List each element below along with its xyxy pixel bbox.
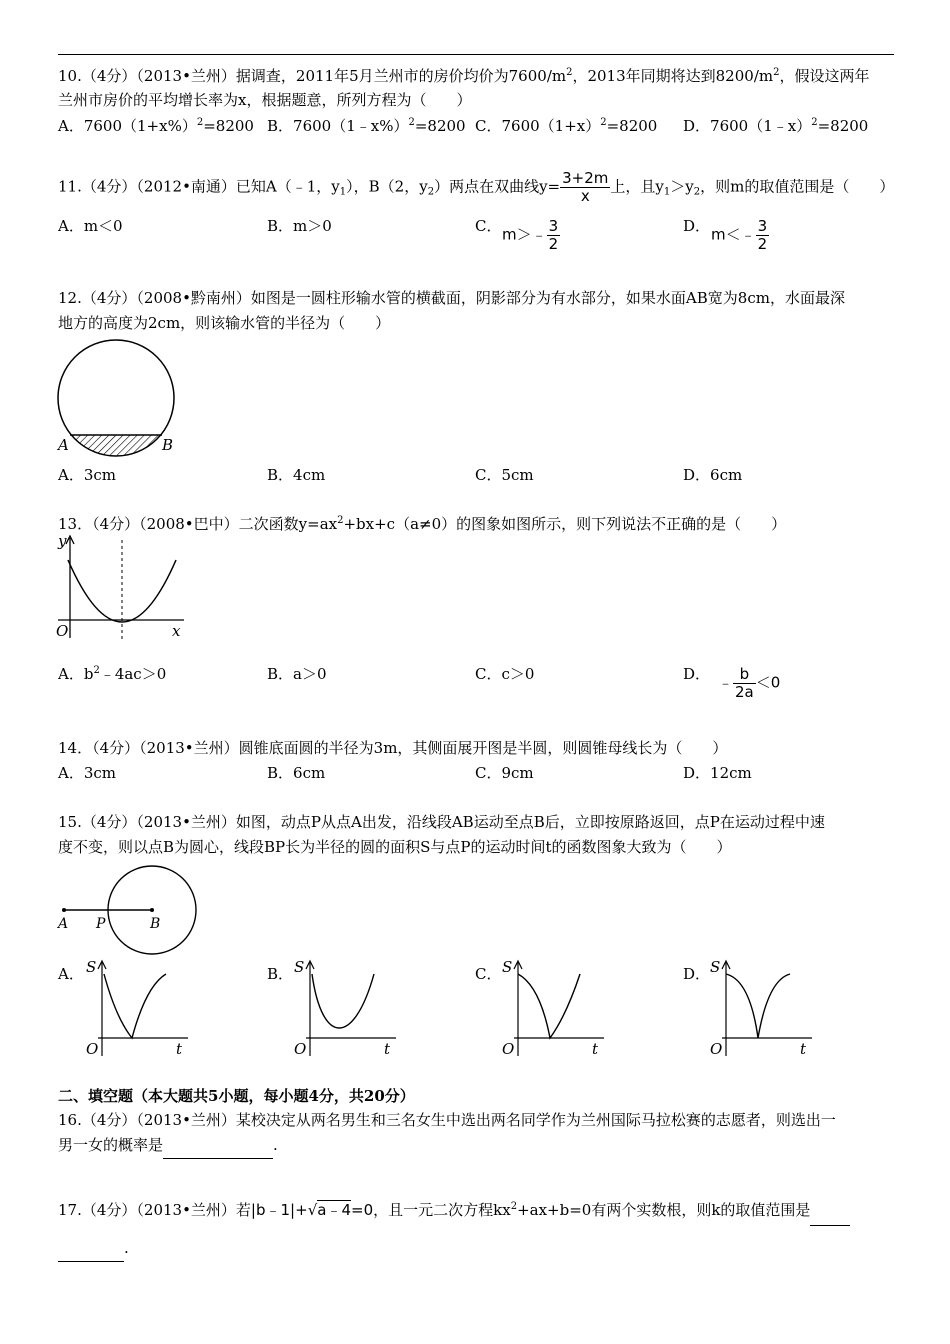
graph-c-curve bbox=[518, 974, 580, 1038]
axis-s: S bbox=[294, 958, 305, 976]
q13-option-d-expr[interactable]: ﹣ $\frac{b}{2a}$ ＜0 bbox=[718, 665, 781, 701]
q11-option-b[interactable]: B．m＞0 bbox=[267, 217, 332, 235]
q16-line2: 男一女的概率是 . bbox=[58, 1133, 278, 1159]
axis-t: t bbox=[176, 1040, 183, 1058]
axis-t: t bbox=[800, 1040, 807, 1058]
q11-option-d-expr[interactable]: m＜﹣ $\frac{3}{2}$ bbox=[711, 217, 768, 253]
q14-option-c[interactable]: C．9cm bbox=[475, 764, 534, 782]
q14-option-a[interactable]: A．3cm bbox=[58, 764, 117, 782]
q17-sqrt-expr: √a﹣4 bbox=[307, 1201, 351, 1219]
label-b: B bbox=[150, 916, 161, 932]
q11-option-c-expr[interactable]: m＞﹣ $\frac{3}{2}$ bbox=[502, 217, 559, 253]
q15-line2: 度不变，则以点B为圆心，线段BP长为半径的圆的面积S与点P的运动时间t的函数图象大致为（ ） bbox=[58, 838, 732, 856]
section-title: 二、填空题（本大题共5小题，每小题4分，共20分） bbox=[58, 1087, 415, 1105]
q17-line1: 17.（4分）（2013•兰州）若|b﹣1|+√a﹣4=0，且一元二次方程$kx^2+ax+b=0$有两个实数根，则k的取值范围是 bbox=[58, 1195, 850, 1226]
axis-o: O bbox=[710, 1040, 723, 1058]
q10-option-b[interactable]: B．7600（1﹣x%）$^2$=8200 bbox=[267, 117, 466, 135]
graph-c bbox=[500, 956, 610, 1060]
label-a: A bbox=[58, 916, 69, 932]
graph-a-curve bbox=[104, 974, 166, 1038]
q16-line1: 16.（4分）（2013•兰州）某校决定从两名男生和三名女生中选出两名同学作为兰州国际马拉松赛的志愿者，则选出一 bbox=[58, 1111, 836, 1129]
top-rule bbox=[58, 54, 894, 55]
q12-option-d[interactable]: D．6cm bbox=[683, 466, 743, 484]
q12-option-a[interactable]: A．3cm bbox=[58, 466, 117, 484]
q10-line2: 兰州市房价的平均增长率为x，根据题意，所列方程为（ ） bbox=[58, 91, 472, 109]
q13-option-c[interactable]: C．c＞0 bbox=[475, 665, 535, 683]
axis-s: S bbox=[710, 958, 721, 976]
q17-answer-blank-2[interactable] bbox=[58, 1236, 124, 1262]
q11-option-d[interactable]: D． bbox=[683, 217, 711, 235]
graph-a bbox=[84, 956, 194, 1060]
q17-line2: . bbox=[58, 1236, 129, 1262]
q13-parabola-figure bbox=[54, 532, 194, 644]
q11-fraction: $\frac{3+2m}{x}$ bbox=[562, 169, 609, 205]
label-a: A bbox=[58, 436, 69, 454]
graph-b-curve bbox=[312, 974, 374, 1028]
q10-line1: 10.（4分）（2013•兰州）据调查，2011年5月兰州市的房价均价为$7600/m^2$，2013年同期将达到$8200/m^2$，假设这两年 bbox=[58, 67, 870, 85]
origin-label: O bbox=[56, 622, 69, 640]
q10-option-c[interactable]: C．$7600(1+x)^2=8200$ bbox=[475, 117, 658, 135]
label-b: B bbox=[162, 436, 174, 454]
q10-option-d[interactable]: D．7600（1﹣x）$^2$=8200 bbox=[683, 117, 869, 135]
graph-b bbox=[292, 956, 402, 1060]
q17-answer-blank-1[interactable] bbox=[810, 1195, 850, 1226]
q15-option-a[interactable]: A． bbox=[58, 965, 84, 983]
q17-abs-expr: |b﹣1| bbox=[250, 1201, 296, 1219]
q14-option-d[interactable]: D．12cm bbox=[683, 764, 752, 782]
q15-option-b[interactable]: B． bbox=[267, 965, 294, 983]
q11-option-c[interactable]: C． bbox=[475, 217, 502, 235]
q13-stem: 13．（4分）（2008•巴中）二次函数$y=ax^2+bx+c(a\ne 0)$的图象如图所示，则下列说法不正确的是（ ） bbox=[58, 515, 787, 533]
q13-option-b[interactable]: B．a＞0 bbox=[267, 665, 327, 683]
q10-option-a[interactable]: A．$7600(1+x\%)^2=8200$ bbox=[58, 117, 254, 135]
q12-option-c[interactable]: C．5cm bbox=[475, 466, 534, 484]
q15-option-d[interactable]: D． bbox=[683, 965, 711, 983]
q15-figure bbox=[54, 862, 204, 956]
q12-line1: 12.（4分）（2008•黔南州）如图是一圆柱形输水管的横截面，阴影部分为有水部分，如果水面AB宽为8cm，水面最深 bbox=[58, 289, 845, 307]
axis-t: t bbox=[592, 1040, 599, 1058]
y-axis-label: y bbox=[58, 532, 67, 550]
axis-o: O bbox=[294, 1040, 307, 1058]
label-p: P bbox=[96, 916, 106, 932]
q12-pipe-figure bbox=[50, 338, 190, 458]
graph-d bbox=[708, 956, 818, 1060]
q15-option-c[interactable]: C． bbox=[475, 965, 502, 983]
x-axis-label: x bbox=[172, 622, 181, 640]
q11-stem: 11.（4分）（2012•南通）已知A（﹣1，$y_1$），B（2，$y_2$）两点在双曲线y= $\frac{3+2m}{x}$ 上，且$y_1>y_2$，则m的取值范围是（ ） bbox=[58, 169, 895, 205]
axis-o: O bbox=[86, 1040, 99, 1058]
q16-answer-blank[interactable] bbox=[163, 1133, 273, 1159]
axis-o: O bbox=[502, 1040, 515, 1058]
q13-option-a[interactable]: A．$b^2﹣4ac>0$ bbox=[58, 665, 167, 683]
axis-t: t bbox=[384, 1040, 391, 1058]
graph-d-curve bbox=[726, 974, 790, 1038]
axis-s: S bbox=[502, 958, 513, 976]
q14-option-b[interactable]: B．6cm bbox=[267, 764, 326, 782]
q11-option-a[interactable]: A．m＜0 bbox=[58, 217, 123, 235]
q13-option-d[interactable]: D． bbox=[683, 665, 711, 683]
q15-line1: 15.（4分）（2013•兰州）如图，动点P从点A出发，沿线段AB运动至点B后，立即按原路返回，点P在运动过程中速 bbox=[58, 813, 825, 831]
q12-option-b[interactable]: B．4cm bbox=[267, 466, 326, 484]
axis-s: S bbox=[86, 958, 97, 976]
q12-line2: 地方的高度为2cm，则该输水管的半径为（ ） bbox=[58, 314, 391, 332]
q14-stem: 14．（4分）（2013•兰州）圆锥底面圆的半径为3m，其侧面展开图是半圆，则圆锥母线长为（ ） bbox=[58, 739, 728, 757]
